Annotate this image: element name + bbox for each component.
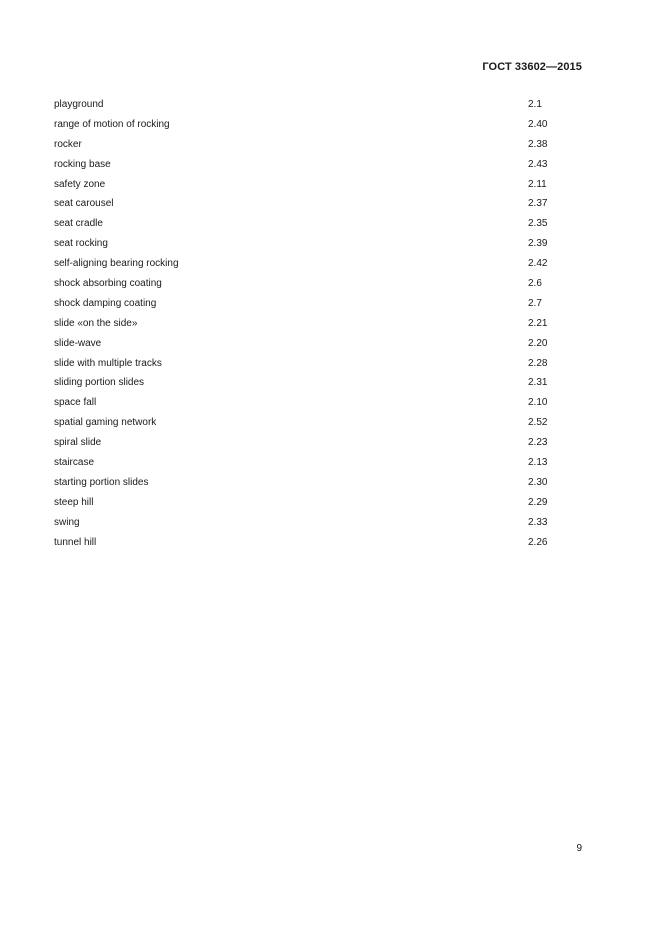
term-row <box>54 117 574 137</box>
page-number: 9 <box>576 843 582 854</box>
term-name: sliding portion slides <box>54 377 145 389</box>
term-name: rocking base <box>54 158 111 170</box>
term-reference: 2.38 <box>528 138 548 150</box>
term-name: safety zone <box>54 178 106 190</box>
term-row <box>54 177 574 197</box>
term-name: playground <box>54 99 104 110</box>
term-name: rocker <box>54 138 82 150</box>
term-reference: 2.35 <box>528 218 548 230</box>
term-row <box>54 535 574 555</box>
term-reference: 2.23 <box>528 437 548 449</box>
term-name: self-aligning bearing rocking <box>54 258 179 270</box>
term-reference: 2.43 <box>528 158 548 170</box>
term-name: seat carousel <box>54 198 114 210</box>
term-row <box>54 515 574 535</box>
term-name: seat cradle <box>54 218 103 230</box>
term-name: tunnel hill <box>54 536 97 548</box>
term-row <box>54 157 574 177</box>
term-name: shock damping coating <box>54 297 157 309</box>
term-row <box>54 475 574 495</box>
term-name: steep hill <box>54 496 94 508</box>
term-reference: 2.11 <box>528 178 547 190</box>
term-name: spiral slide <box>54 437 102 449</box>
term-row <box>54 455 574 475</box>
term-reference: 2.7 <box>528 297 542 309</box>
term-row <box>54 336 574 356</box>
term-reference: 2.6 <box>528 278 542 290</box>
term-row <box>54 415 574 435</box>
term-reference: 2.52 <box>528 417 548 429</box>
term-name: seat rocking <box>54 238 108 250</box>
term-index-list <box>54 97 574 554</box>
term-name: starting portion slides <box>54 476 149 488</box>
document-code: ГОСТ 33602—2015 <box>482 61 582 73</box>
term-row <box>54 216 574 236</box>
term-name: slide «on the side» <box>54 317 138 329</box>
term-name: slide with multiple tracks <box>54 357 162 369</box>
term-row <box>54 395 574 415</box>
term-reference: 2.40 <box>528 118 548 130</box>
term-row <box>54 495 574 515</box>
term-name: space fall <box>54 397 97 409</box>
term-reference: 2.30 <box>528 476 548 488</box>
term-row <box>54 236 574 256</box>
term-reference: 2.42 <box>528 258 548 270</box>
term-reference: 2.31 <box>528 377 548 389</box>
term-reference: 2.28 <box>528 357 548 369</box>
term-row <box>54 137 574 157</box>
term-reference: 2.10 <box>528 397 548 409</box>
term-name: swing <box>54 516 80 528</box>
term-row <box>54 196 574 216</box>
term-name: spatial gaming network <box>54 417 157 429</box>
term-row <box>54 435 574 455</box>
term-row <box>54 316 574 336</box>
term-reference: 2.1 <box>528 99 542 110</box>
term-name: shock absorbing coating <box>54 278 162 290</box>
term-reference: 2.26 <box>528 536 548 548</box>
term-name: slide-wave <box>54 337 102 349</box>
term-row <box>54 256 574 276</box>
term-row <box>54 296 574 316</box>
term-reference: 2.21 <box>528 317 548 329</box>
term-reference: 2.37 <box>528 198 548 210</box>
term-reference: 2.33 <box>528 516 548 528</box>
term-reference: 2.20 <box>528 337 548 349</box>
term-reference: 2.29 <box>528 496 548 508</box>
term-row <box>54 375 574 395</box>
term-row <box>54 356 574 376</box>
term-reference: 2.13 <box>528 457 548 469</box>
term-name: staircase <box>54 457 95 469</box>
term-reference: 2.39 <box>528 238 548 250</box>
term-row <box>54 276 574 296</box>
term-row <box>54 97 574 117</box>
term-name: range of motion of rocking <box>54 118 170 130</box>
